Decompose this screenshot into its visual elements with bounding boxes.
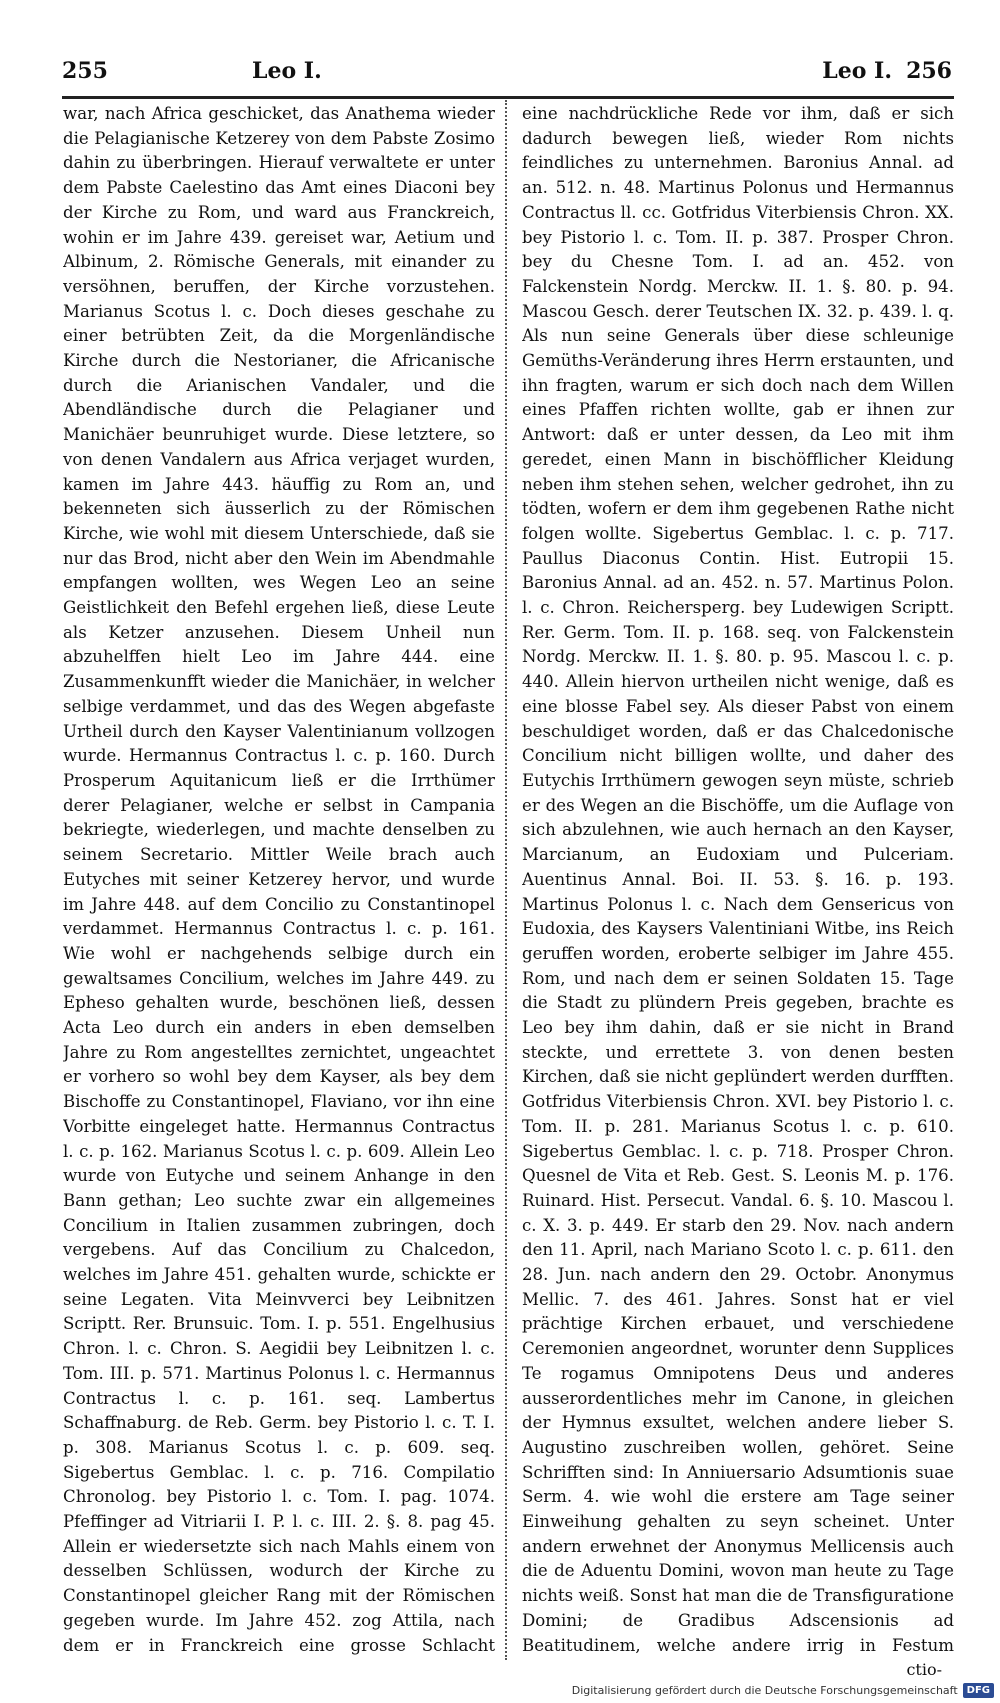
left-column-text: war, nach Africa geschicket, das Anathema wieder die Pelagianische Ketzerey von dem Pabste Zosimo dahin zu überbringen. Hierauf verwaltete er unter dem Pabste Caelestino das Amt eines Diaconi bey der Kirche zu Rom, und ward aus Franckreich, wohin er im Jahre 439. gereiset war, Aetium und Albinum, 2. Römische Generals, mit einander zu versöhnen, beruffen, der Kirche vorzustehen. Marianus Scotus l. c. Doch dieses geschahe zu einer betrübten Zeit, da die Morgenländische Kirche durch die Nestorianer, die Africanische durch die Arianischen Vandaler, und die Abendländische durch die Pelagianer und Manichäer beunruhiget wurde. Diese letztere, so von denen Vandalern aus Africa verjaget wurden, kamen im Jahre 443. häuffig zu Rom an, und bekenneten sich äusserlich zu der Römischen Kirche, wie wohl mit diesem Unterschiede, daß sie nur das Brod, nicht aber den Wein im Abendmahle empfangen wollten, wes Wegen Leo an seine Geistlichkeit den Befehl ergehen ließ, diese Leute als Ketzer anzusehen. Diesem Unheil nun abzuhelffen hielt Leo im Jahre 444. eine Zusammenkunfft wieder die Manichäer, in welcher selbige verdammet, und das des Wegen abgefaste Urtheil durch den Kayser Valentinianum vollzogen wurde. Hermannus Contractus l. c. p. 160. Durch Prosperum Aquitanicum ließ er die Irrthümer derer Pelagianer, welche er selbst in Campania bekriegte, wiederlegen, und machte denselben zu seinem Secretario. Mittler Weile brach auch Eutyches mit seiner Ketzerey hervor, und wurde im Jahre 448. auf dem Concilio zu Constantinopel verdammet. Hermannus Contractus l. c. p. 161. Wie wohl er nachgehends selbige durch ein gewaltsames Concilium, welches im Jahre 449. zu Epheso gehalten wurde, beschönen ließ, dessen Acta Leo durch ein anders in eben demselben Jahre zu Rom angestelltes zernichtet, ungeachtet er vorhero so wohl bey dem Kayser, als bey dem Bischoffe zu Constantinopel, Flaviano, vor ihn eine Vorbitte eingeleget hatte. Hermannus Contractus l. c. p. 162. Marianus Scotus l. c. p. 609. Allein Leo wurde von Eutyche und seinem Anhange in den Bann gethan; Leo suchte zwar ein allgemeines Concilium in Italien zusammen zubringen, doch vergebens. Auf das Concilium zu Chalcedon, welches im Jahre 451. gehalten wurde, schickte er seine Legaten. Vita Meinvverci bey Leibnitzen Scriptt. Rer. Brunsuic. Tom. I. p. 551. Engelhusius Chron. l. c. Chron. S. Aegidii bey Leibnitzen l. c. Tom. III. p. 571. Martinus Polonus l. c. Hermannus Contractus l. c. p. 161. seq. Lambertus Schaffnaburg. de Reb. Germ. bey Pistorio l. c. T. I. p. 308. Marianus Scotus l. c. p. 609. seq. Sigebertus Gemblac. l. c. p. 716. Compilatio Chronolog. bey Pistorio l. c. Tom. I. pag. 1074. Pfeffinger ad Vitriarii I. P. l. c. III. 2. §. 8. pag 45. Allein er wiedersetzte sich nach Mahls einem von desselben Schlüssen, wodurch der Kirche zu Constantinopel gleicher Rang mit der Römischen gegeben wurde. Im Jahre 452. zog Attila, nach dem er in Franckreich eine grosse Schlacht <box>63 104 495 1655</box>
right-column <box>522 102 954 1657</box>
right-column-text: eine nachdrückliche Rede vor ihm, daß er sich dadurch bewegen ließ, wieder Rom nichts feindliches zu unternehmen. Baronius Annal. ad an. 512. n. 48. Martinus Polonus und Hermannus Contractus ll. cc. Gotfridus Viterbiensis Chron. XX. bey Pistorio l. c. Tom. II. p. 387. Prosper Chron. bey du Chesne Tom. I. ad an. 452. von Falckenstein Nordg. Merckw. II. 1. §. 80. p. 94. Mascou Gesch. derer Teutschen IX. 32. p. 439. l. q. Als nun seine Generals über diese schleunige Gemüths-Veränderung ihres Herrn erstaunten, und ihn fragten, warum er sich doch nach dem Willen eines Pfaffen richten wollte, gab er ihnen zur Antwort: daß er unter dessen, da Leo mit ihm geredet, einen Mann in bischöfflicher Kleidung neben ihm stehen sehen, welcher gedrohet, ihn zu tödten, wofern er dem ihm gegebenen Rathe nicht folgen wollte. Sigebertus Gemblac. l. c. p. 717. Paullus Diaconus Contin. Hist. Eutropii 15. Baronius Annal. ad an. 452. n. 57. Martinus Polon. l. c. Chron. Reichersperg. bey Ludewigen Scriptt. Rer. Germ. Tom. II. p. 168. seq. von Falckenstein Nordg. Merckw. II. 1. §. 80. p. 95. Mascou l. c. p. 440. Allein hiervon urtheilen nicht wenige, daß es eine blosse Fabel sey. Als dieser Pabst von einem beschuldiget worden, daß er das Chalcedonische Concilium nicht billigen wollte, und daher des Eutychis Irrthümern gewogen seyn müste, schrieb er des Wegen an die Bischöffe, um die Auflage von sich abzulehnen, wie auch hernach an den Kayser, Marcianum, an Eudoxiam und Pulceriam. Auentinus Annal. Boi. II. 53. §. 16. p. 193. Martinus Polonus l. c. Nach dem Gensericus von Eudoxia, des Kaysers Valentiniani Witbe, ins Reich geruffen worden, eroberte selbiger im Jahre 455. Rom, und nach dem er seinen Soldaten 15. Tage die Stadt zu plündern Preis gegeben, brachte es Leo bey ihm dahin, daß er sie nicht in Brand steckte, und errettete 3. von denen besten Kirchen, daß sie nicht geplündert werden durfften. Gotfridus Viterbiensis Chron. XVI. bey Pistorio l. c. Tom. II. p. 281. Marianus Scotus l. c. p. 610. Sigebertus Gemblac. l. c. p. 718. Prosper Chron. Quesnel de Vita et Reb. Gest. S. Leonis M. p. 176. Ruinard. Hist. Persecut. Vandal. 6. §. 10. Mascou l. c. X. 3. p. 449. Er starb den 29. Nov. nach andern den 11. April, nach Mariano Scoto l. c. p. 611. den 28. Jun. nach andern den 29. Octobr. Anonymus Mellic. 7. des 461. Jahres. Sonst hat er viel prächtige Kirchen erbauet, und verschiedene Ceremonien angeordnet, worunter denn Supplices Te rogamus Omnipotens Deus und anderes ausserordentliches mehr im Canone, in gleichen der Hymnus exsultet, welchen andere lieber S. Augustino zuschreiben wollen, gehöret. Seine Schrifften sind: In Anniuersario Adsumtionis suae Serm. 4. wie wohl die erstere am Tage seiner Einweihung gehalten zu seyn scheinet. Unter andern erwehnet der Anonymus Mellicensis auch die de Aduentu Domini, wovon man heute zu Tage nichts weiß. Sonst hat man die de Transfiguratione Domini; de Gradibus Adscensionis ad Beatitudinem, welche andere irrig in Festum <box>522 104 954 1655</box>
page-header <box>62 58 952 98</box>
dfg-logo-icon: DFG <box>963 1683 994 1698</box>
footer-text: Digitalisierung gefördert durch die Deutsche Forschungsgemeinschaft <box>571 1683 958 1697</box>
page-number-left: 255 <box>62 58 108 84</box>
left-column <box>63 102 495 1657</box>
header-rule <box>62 96 954 99</box>
column-divider <box>505 100 507 1660</box>
running-head-left: Leo I. <box>252 58 322 84</box>
running-head-right: Leo I. <box>822 58 892 84</box>
page-number-right: 256 <box>906 58 952 84</box>
catchword: ctio- <box>906 1660 942 1679</box>
digitization-footer <box>572 1680 994 1700</box>
